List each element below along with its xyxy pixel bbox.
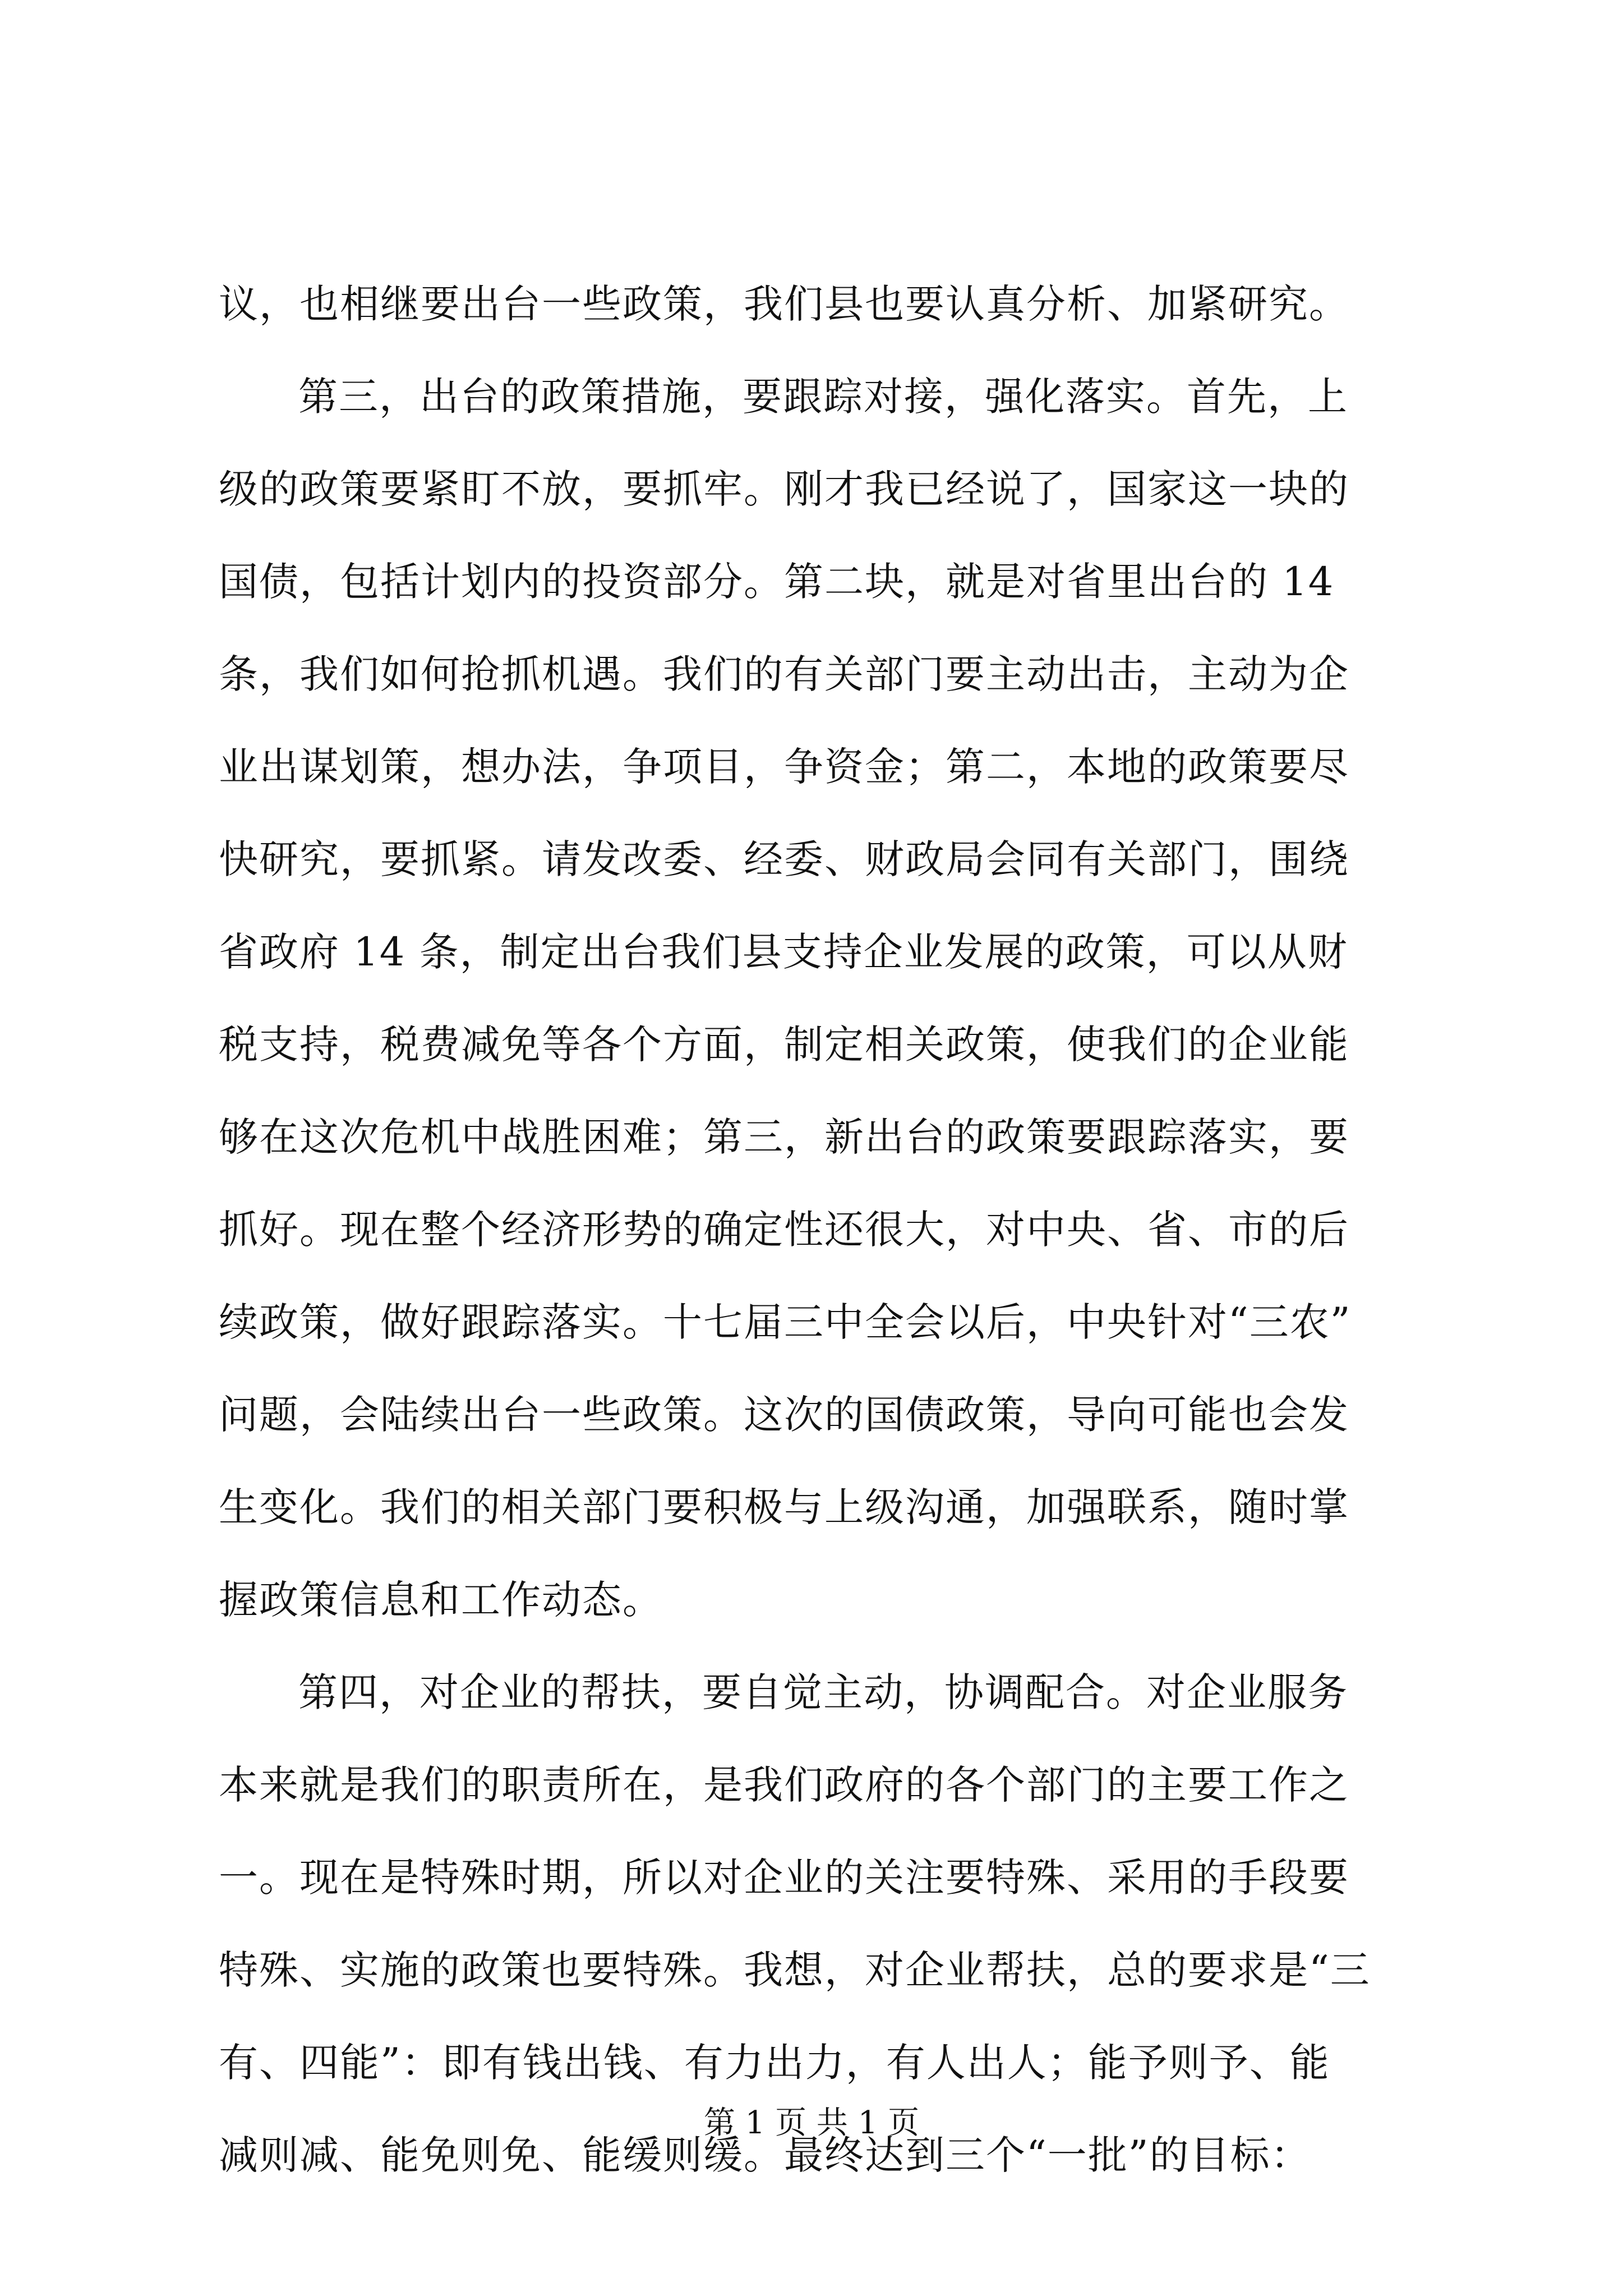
text-line: 特殊、实施的政策也要特殊。我想，对企业帮扶，总的要求是“三 <box>219 1947 1371 1993</box>
text-line: 本来就是我们的职责所在，是我们政府的各个部门的主要工作之 <box>219 1762 1349 1808</box>
text-line: 级的政策要紧盯不放，要抓牢。刚才我已经说了，国家这一块的 <box>219 466 1349 512</box>
paragraph-start-line: 第三，出台的政策措施，要跟踪对接，强化落实。首先，上 <box>298 374 1348 420</box>
text-line: 抓好。现在整个经济形势的确定性还很大，对中央、省、市的后 <box>219 1207 1349 1253</box>
text-line: 续政策，做好跟踪落实。十七届三中全会以后，中央针对“三农” <box>219 1299 1352 1345</box>
text-line: 有、四能”：即有钱出钱、有力出力，有人出人；能予则予、能 <box>219 2040 1330 2086</box>
text-line: 生变化。我们的相关部门要积极与上级沟通，加强联系，随时掌 <box>219 1484 1349 1530</box>
text-line: 够在这次危机中战胜困难；第三，新出台的政策要跟踪落实，要 <box>219 1114 1349 1160</box>
paragraph-start-line: 第四，对企业的帮扶，要自觉主动，协调配合。对企业服务 <box>298 1669 1348 1715</box>
document-body <box>219 258 1413 2202</box>
text-line: 税支持，税费减免等各个方面，制定相关政策，使我们的企业能 <box>219 1022 1349 1068</box>
page-number: 第 1 页 共 1 页 <box>703 2105 920 2141</box>
text-line: 问题，会陆续出台一些政策。这次的国债政策，导向可能也会发 <box>219 1392 1349 1438</box>
text-line: 减则减、能免则免、能缓则缓。最终达到三个“一批”的目标： <box>219 2132 1311 2178</box>
text-line: 条，我们如何抢抓机遇。我们的有关部门要主动出击，主动为企 <box>219 651 1349 697</box>
text-line: 省政府 14 条，制定出台我们县支持企业发展的政策，可以从财 <box>219 929 1348 975</box>
page-footer <box>0 2104 1623 2143</box>
text-line: 一。现在是特殊时期，所以对企业的关注要特殊、采用的手段要 <box>219 1855 1349 1901</box>
text-line: 业出谋划策，想办法，争项目，争资金；第二，本地的政策要尽 <box>219 744 1349 790</box>
text-line: 握政策信息和工作动态。 <box>219 1577 663 1623</box>
text-line: 快研究，要抓紧。请发改委、经委、财政局会同有关部门，围绕 <box>219 836 1349 882</box>
text-line: 国债，包括计划内的投资部分。第二块，就是对省里出台的 14 <box>219 559 1335 605</box>
text-line: 议，也相继要出台一些政策，我们县也要认真分析、加紧研究。 <box>219 281 1349 327</box>
